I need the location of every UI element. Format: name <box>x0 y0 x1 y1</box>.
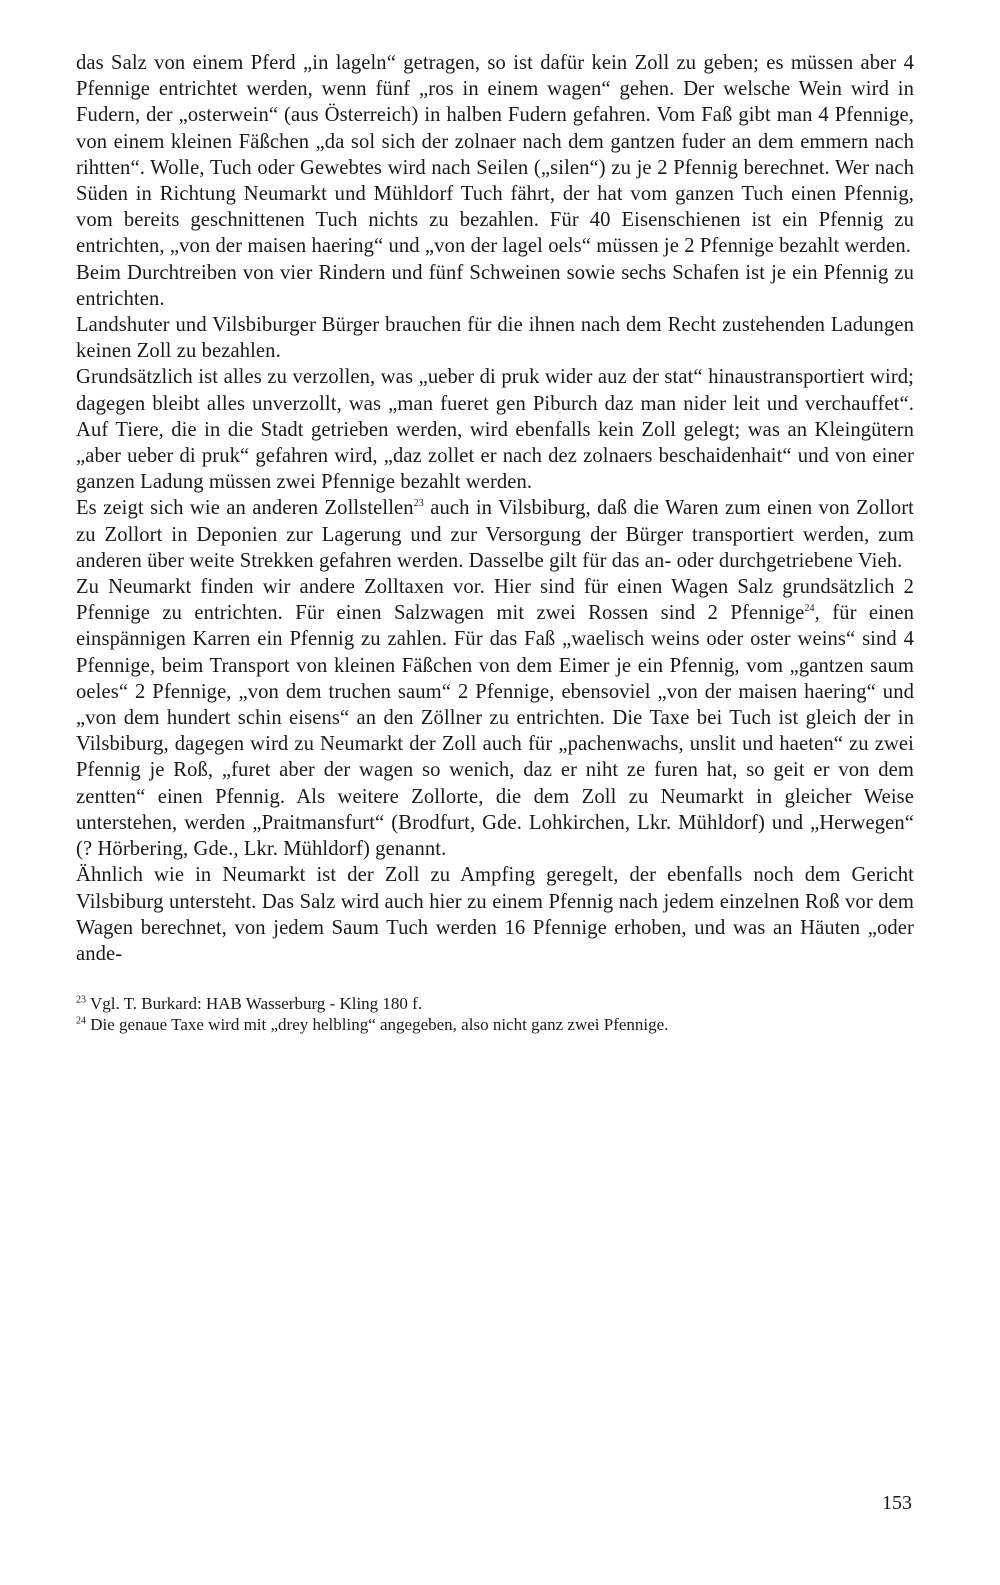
paragraph-3: Landshuter und Vilsbiburger Bürger brauchen für die ihnen nach dem Recht zustehenden Ladungen keinen Zoll zu bezahlen. <box>76 314 914 363</box>
footnote-mark-23: 23 <box>76 994 86 1006</box>
paragraph-1: das Salz von einem Pferd „in lageln“ getragen, so ist dafür kein Zoll zu geben; es müssen aber 4 Pfennige entrichtet werden, wenn fünf „ros in einem wagen“ gehen. Der welsche Wein wird in Fudern, der „osterwein“ (aus Österreich) in halben Fudern gefahren. Vom Faß gibt man 4 Pfennige, von einem kleinen Fäßchen „da sol sich der zolnaer nach dem gantzen fuder an dem emmern nach rihtten“. Wolle, Tuch oder Gewebtes wird nach Seilen („silen“) zu je 2 Pfennig berechnet. Wer nach Süden in Richtung Neumarkt und Mühldorf Tuch fährt, der hat vom ganzen Tuch einen Pfennig, vom bereits geschnittenen Tuch nichts zu bezahlen. Für 40 Eisenschienen ist ein Pfennig zu entrichten, „von der maisen haering“ und „von der lagel oels“ müssen je 2 Pfennige bezahlt werden. <box>76 52 914 258</box>
paragraph-2: Beim Durchtreiben von vier Rindern und fünf Schweinen sowie sechs Schafen ist je ein Pfennig zu entrichten. <box>76 261 914 310</box>
footnote-ref-24: 24 <box>804 603 815 615</box>
footnote-24 <box>76 1014 914 1035</box>
paragraph-6-end: , für einen einspännigen Karren ein Pfennig zu zahlen. Für das Faß „waelisch weins oder oster weins“ sind 4 Pfennige, beim Transport von kleinen Fäßchen von dem Eimer je ein Pfennig, vom „gantzen saum oeles“ 2 Pfennige, „von dem truchen saum“ 2 Pfennige, ebensoviel „von der maisen haering“ und „von dem hundert schin eisens“ an den Zöllner zu entrichten. Die Taxe bei Tuch ist gleich der in Vilsbiburg, dagegen wird zu Neumarkt der Zoll auch für „pachenwachs, unslit und haeten“ zu zwei Pfennig je Roß, „furet aber der wagen so wenich, daz er niht ze furen hat, so geit er von dem zentten“ einen Pfennig. Als weitere Zollorte, die dem Zoll zu Neumarkt in gleicher Weise unterstehen, werden „Praitmansfurt“ (Brodfurt, Gde. Lohkirchen, Lkr. Mühldorf) und „Herwegen“ (? Hörbering, Gde., Lkr. Mühldorf) genannt. <box>76 602 914 861</box>
paragraph-6-start: Zu Neumarkt finden wir andere Zolltaxen vor. Hier sind für einen Wagen Salz grundsätzlich 2 Pfennige zu entrichten. Für einen Salzwagen mit zwei Rossen sind 2 Pfennige <box>76 576 914 625</box>
paragraph-6 <box>76 574 914 862</box>
paragraph-5-end: auch in Vilsbiburg, daß die Waren zum einen von Zollort zu Zollort in Deponien zur Lagerung und zur Versorgung der Bürger transportiert werden, zum anderen über weite Strekken gefahren werden. Dasselbe gilt für das an- oder durchgetriebene Vieh. <box>76 497 914 572</box>
paragraph-4: Grundsätzlich ist alles zu verzollen, was „ueber di pruk wider auz der stat“ hinaustransportiert wird; dagegen bleibt alles unverzollt, was „man fueret gen Piburch daz man nider leit und verchauffet“. Auf Tiere, die in die Stadt getrieben werden, wird ebenfalls kein Zoll gelegt; was an Kleingütern „aber ueber di pruk“ gefahren wird, „daz zollet er nach dez zolnaers beschaidenhait“ und von einer ganzen Ladung müssen zwei Pfennige bezahlt werden. <box>76 366 914 494</box>
page-number: 153 <box>882 1492 912 1514</box>
paragraph-7: Ähnlich wie in Neumarkt ist der Zoll zu Ampfing geregelt, der ebenfalls noch dem Gericht Vilsbiburg untersteht. Das Salz wird auch hier zu einem Pfennig nach jedem einzelnen Roß vor dem Wagen berechnet, von jedem Saum Tuch werden 16 Pfennige erhoben, und was an Häuten „oder ande- <box>76 864 914 965</box>
paragraph-5-start: Es zeigt sich wie an anderen Zollstellen <box>76 497 414 520</box>
footnote-mark-24: 24 <box>76 1015 86 1027</box>
footnote-23 <box>76 993 914 1014</box>
page-body <box>76 50 914 1035</box>
paragraph-5 <box>76 495 914 574</box>
footnote-24-text: Die genaue Taxe wird mit „drey helbling“ angegeben, also nicht ganz zwei Pfennige. <box>86 1015 669 1035</box>
footnote-ref-23: 23 <box>413 498 424 510</box>
footnote-23-text: Vgl. T. Burkard: HAB Wasserburg - Kling 180 f. <box>86 994 423 1014</box>
